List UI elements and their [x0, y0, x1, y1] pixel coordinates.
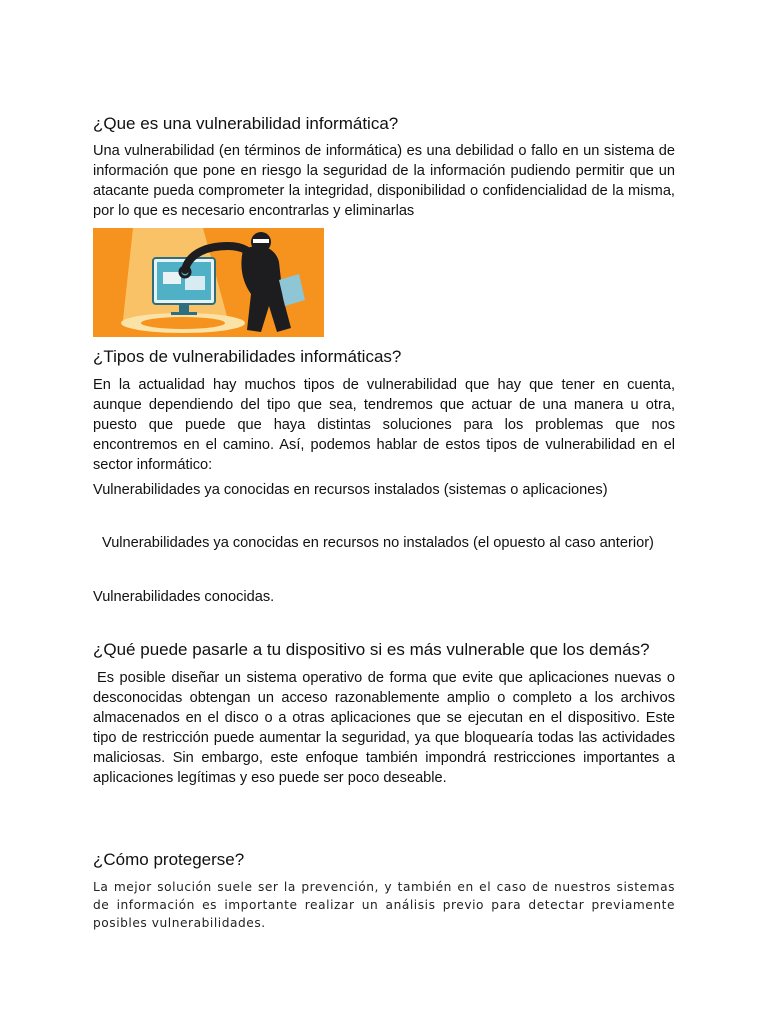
hacker-stealing-icon — [93, 228, 324, 337]
paragraph-types-intro: En la actualidad hay muchos tipos de vulnerabilidad que hay que tener en cuenta, aunque dependiendo del tipo que sea, tendremos que actuar de una manera u otra, puesto que puede que haya distintas soluciones para los problemas que nos encontremos en el camino. Así, podemos hablar de estos tipos de vulnerabilidad en el sector informático: — [93, 377, 675, 473]
heading-types: ¿Tipos de vulnerabilidades informáticas? — [93, 347, 402, 366]
hacker-illustration — [93, 228, 324, 337]
list-item: Vulnerabilidades ya conocidas en recursos no instalados (el opuesto al caso anterior) — [102, 535, 654, 551]
heading-device-risk: ¿Qué puede pasarle a tu dispositivo si es más vulnerable que los demás? — [93, 640, 650, 659]
paragraph-protection: La mejor solución suele ser la prevención, y también en el caso de nuestros sistemas de información es importante realizar un análisis previo para detectar previamente posibles vulnerabilidades. — [93, 880, 675, 930]
paragraph-device-risk: Es posible diseñar un sistema operativo de forma que evite que aplicaciones nuevas o desconocidas obtengan un acceso razonablemente amplio o completo a los archivos almacenados en el disco o a otras aplicaciones que se ejecutan en el dispositivo. Este tipo de restricción puede aumentar la seguridad, ya que bloquearía todas las actividades maliciosas. Sin embargo, este enfoque también impondrá restricciones importantes a aplicaciones legítimas y eso puede ser poco deseable. — [93, 670, 675, 786]
list-item: Vulnerabilidades conocidas. — [93, 589, 275, 605]
paragraph-definition: Una vulnerabilidad (en términos de informática) es una debilidad o fallo en un sistema de información que pone en riesgo la seguridad de la información pudiendo permitir que un atacante pueda comprometer la integridad, disponibilidad o confidencialidad de la misma, por lo que es necesario encontrarlas y eliminarlas — [93, 143, 675, 219]
heading-what-is-vulnerability: ¿Que es una vulnerabilidad informática? — [93, 114, 399, 133]
list-item: Vulnerabilidades ya conocidas en recursos instalados (sistemas o aplicaciones) — [93, 482, 608, 498]
heading-protection: ¿Cómo protegerse? — [93, 850, 245, 869]
